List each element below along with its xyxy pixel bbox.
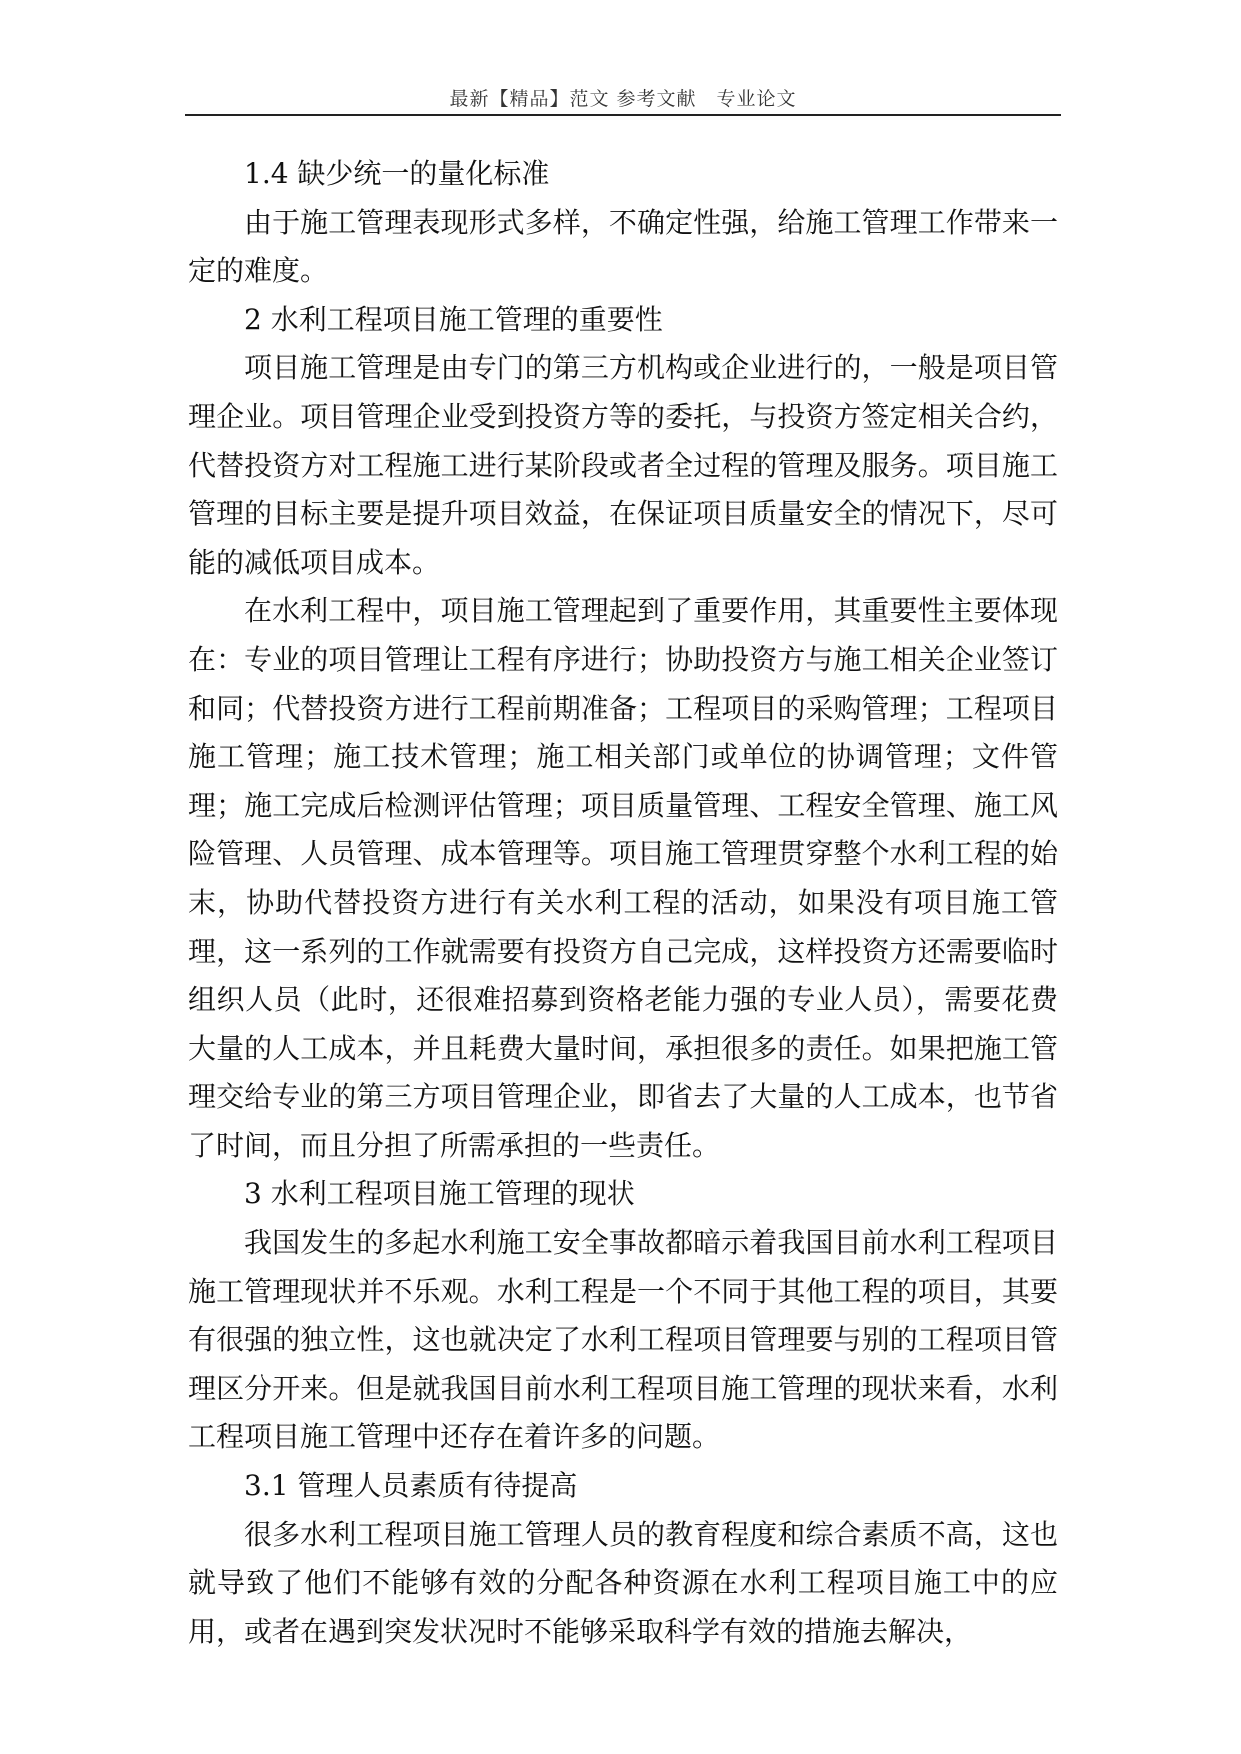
- section-3-1-paragraph-1: 很多水利工程项目施工管理人员的教育程度和综合素质不高，这也就导致了他们不能够有效的分配各种资源在水利工程项目施工中的应用，或者在遇到突发状况时不能够采取科学有效的措施去解决，: [188, 1517, 1058, 1648]
- section-3-1-heading: 3.1 管理人员素质有待提高: [244, 1469, 578, 1503]
- section-3-heading: 3 水利工程项目施工管理的现状: [244, 1177, 635, 1211]
- section-2-paragraph-2: 在水利工程中，项目施工管理起到了重要作用，其重要性主要体现在：专业的项目管理让工程有序进行；协助投资方与施工相关企业签订和同；代替投资方进行工程前期准备；工程项目的采购管理；工程项目施工管理；施工技术管理；施工相关部门或单位的协调管理；文件管理；施工完成后检测评估管理；项目质量管理、工程安全管理、施工风险管理、人员管理、成本管理等。项目施工管理贯穿整个水利工程的始末，协助代替投资方进行有关水利工程的活动，如果没有项目施工管理，这一系列的工作就需要有投资方自己完成，这样投资方还需要临时组织人员（此时，还很难招募到资格老能力强的专业人员），需要花费大量的人工成本，并且耗费大量时间，承担很多的责任。如果把施工管理交给专业的第三方项目管理企业，即省去了大量的人工成本，也节省了时间，而且分担了所需承担的一些责任。: [188, 594, 1058, 1162]
- section-1-4-heading: 1.4 缺少统一的量化标准: [244, 157, 550, 190]
- section-2-heading: 2 水利工程项目施工管理的重要性: [244, 302, 663, 336]
- section-3-paragraph-1: 我国发生的多起水利施工安全事故都暗示着我国目前水利工程项目施工管理现状并不乐观。水利工程是一个不同于其他工程的项目，其要有很强的独立性，这也就决定了水利工程项目管理要与别的工程项目管理区分开来。但是就我国目前水利工程项目施工管理的现状来看，水利工程项目施工管理中还存在着许多的问题。: [188, 1226, 1058, 1454]
- section-1-4-paragraph: 由于施工管理表现形式多样，不确定性强，给施工管理工作带来一定的难度。: [188, 205, 1058, 288]
- page-header-title: 最新【精品】范文 参考文献 专业论文: [449, 88, 797, 110]
- section-2-paragraph-1: 项目施工管理是由专门的第三方机构或企业进行的，一般是项目管理企业。项目管理企业受到投资方等的委托，与投资方签定相关合约，代替投资方对工程施工进行某阶段或者全过程的管理及服务。项目施工管理的目标主要是提升项目效益，在保证项目质量安全的情况下，尽可能的减低项目成本。: [188, 351, 1058, 579]
- document-body: [188, 150, 1058, 1656]
- header-divider: [185, 114, 1061, 116]
